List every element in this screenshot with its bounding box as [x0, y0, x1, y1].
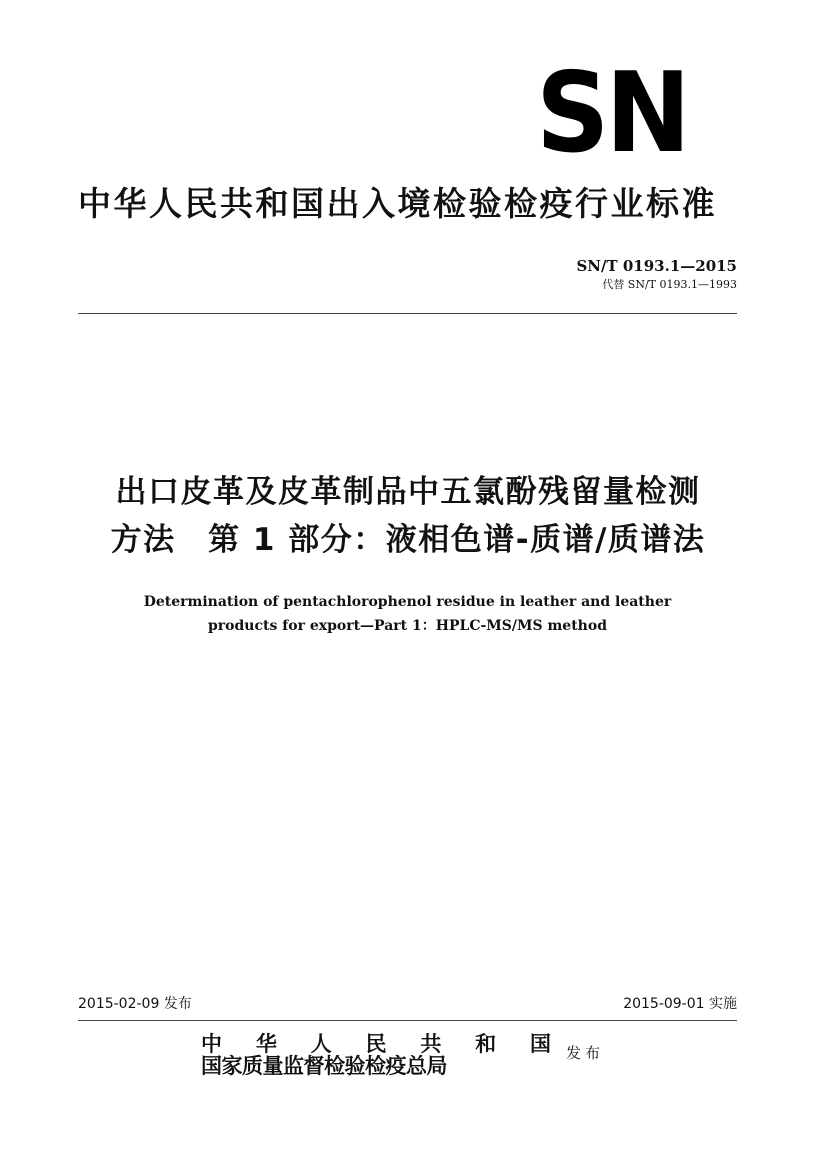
- document-title-zh: [78, 468, 738, 564]
- issuer-agency: 国家质量监督检验检疫总局: [201, 1053, 447, 1078]
- footer-divider: [78, 1020, 737, 1021]
- issuer-char: 华: [255, 1031, 277, 1056]
- issuer-char: 人: [310, 1031, 332, 1056]
- standard-number: SN/T 0193.1—2015: [576, 257, 737, 275]
- issuer-char: 民: [365, 1031, 387, 1056]
- implementation-date: 2015-09-01 实施: [623, 996, 737, 1012]
- standard-category: 中华人民共和国出入境检验检疫行业标准: [78, 184, 717, 223]
- document-title-en: [100, 590, 715, 638]
- issued-label: 发布: [566, 1044, 605, 1062]
- replaces-standard: 代替 SN/T 0193.1—1993: [602, 278, 737, 291]
- title-en-line-1: Determination of pentachlorophenol residue in leather and leather: [143, 594, 672, 610]
- title-zh-line-2: 方法 第 1 部分：液相色谱-质谱/质谱法: [110, 522, 706, 558]
- issue-date: 2015-02-09 发布: [78, 996, 192, 1012]
- issuer-char: 中: [201, 1031, 222, 1056]
- header-divider: [78, 313, 737, 314]
- title-zh-line-1: 出口皮革及皮革制品中五氯酚残留量检测: [115, 474, 701, 510]
- issuer-char: 和: [475, 1031, 497, 1056]
- sn-logo: SN: [536, 49, 687, 179]
- issuer-char: 共: [420, 1031, 442, 1056]
- issuer-char: 国: [529, 1031, 551, 1056]
- title-en-line-2: products for export—Part 1：HPLC-MS/MS method: [208, 618, 607, 634]
